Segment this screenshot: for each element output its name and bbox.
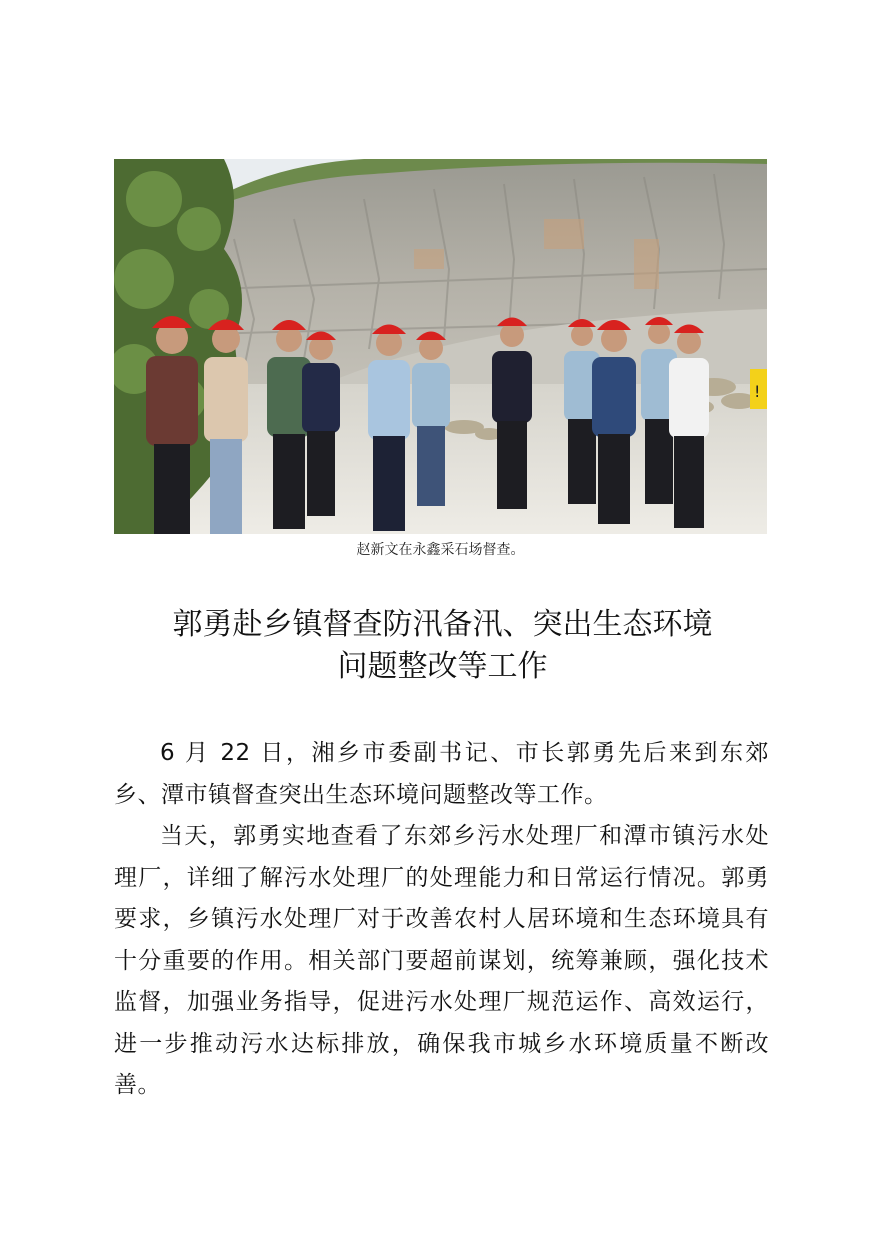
warning-sign-icon: ! <box>754 382 761 401</box>
paragraph-2: 当天，郭勇实地查看了东郊乡污水处理厂和潭市镇污水处理厂，详细了解污水处理厂的处理能力和日常运行情况。郭勇要求，乡镇污水处理厂对于改善农村人居环境和生态环境具有十分重要的作用。相关部门要超前谋划，统筹兼顾，强化技术监督，加强业务指导，促进污水处理厂规范运作、高效运行，进一步推动污水达标排放，确保我市城乡水环境质量不断改善。 <box>114 823 769 1098</box>
photo-caption: 赵新文在永鑫采石场督查。 <box>356 542 525 558</box>
headline-line-2: 问题整改等工作 <box>337 649 548 684</box>
news-photo <box>114 159 767 534</box>
paragraph-1: 6 月 22 日，湘乡市委副书记、市长郭勇先后来到东郊乡、潭市镇督查突出生态环境问题整改等工作。 <box>114 740 769 808</box>
headline-line-1: 郭勇赴乡镇督查防汛备汛、突出生态环境 <box>172 607 713 642</box>
article-headline <box>90 604 795 688</box>
article-body <box>114 733 769 1107</box>
quarry-photo-illustration <box>114 159 767 534</box>
